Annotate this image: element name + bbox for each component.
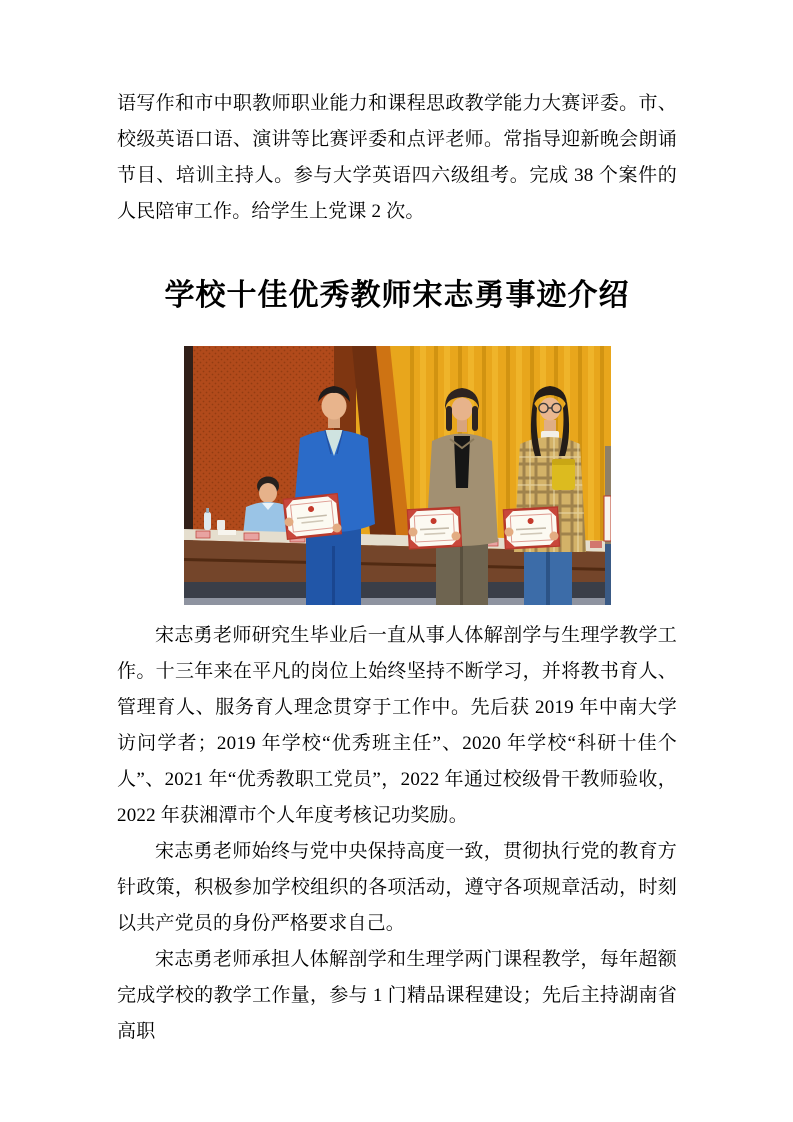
photo-edge-person bbox=[604, 446, 611, 605]
photo-certificate-2 bbox=[407, 508, 460, 549]
intro-paragraph: 语写作和市中职教师职业能力和课程思政教学能力大赛评委。市、校级英语口语、演讲等比赛评委和点评老师。常指导迎新晚会朗诵节目、培训主持人。参与大学英语四六级组考。完成 38 个案件的人民陪审工作。给学生上党课 2 次。 bbox=[117, 93, 677, 222]
paragraph-career-awards: 宋志勇老师研究生毕业后一直从事人体解剖学与生理学教学工作。十三年来在平凡的岗位上始终坚持不断学习，并将教书育人、管理育人、服务育人理念贯穿于工作中。先后获 2019 年中南大学访问学者；2019 年学校“优秀班主任”、2020 年学校“科研十佳个人”、2021 年“优秀教职工党员”，2022 年通过校级骨干教师验收，2022 年获湘潭市个人年度考核记功奖励。 bbox=[117, 625, 677, 826]
photo-certificate-3 bbox=[503, 508, 558, 549]
photo-certificate-1 bbox=[283, 494, 340, 538]
paragraph-political-stance: 宋志勇老师始终与党中央保持高度一致，贯彻执行党的教育方针政策，积极参加学校组织的各项活动，遵守各项规章活动，时刻以共产党员的身份严格要求自己。 bbox=[117, 841, 677, 934]
paragraph-teaching-workload: 宋志勇老师承担人体解剖学和生理学两门课程教学，每年超额完成学校的教学工作量，参与 1 门精品课程建设；先后主持湖南省高职 bbox=[117, 949, 677, 1042]
award-ceremony-photo bbox=[184, 346, 611, 605]
article-heading: 学校十佳优秀教师宋志勇事迹介绍 bbox=[164, 279, 630, 312]
